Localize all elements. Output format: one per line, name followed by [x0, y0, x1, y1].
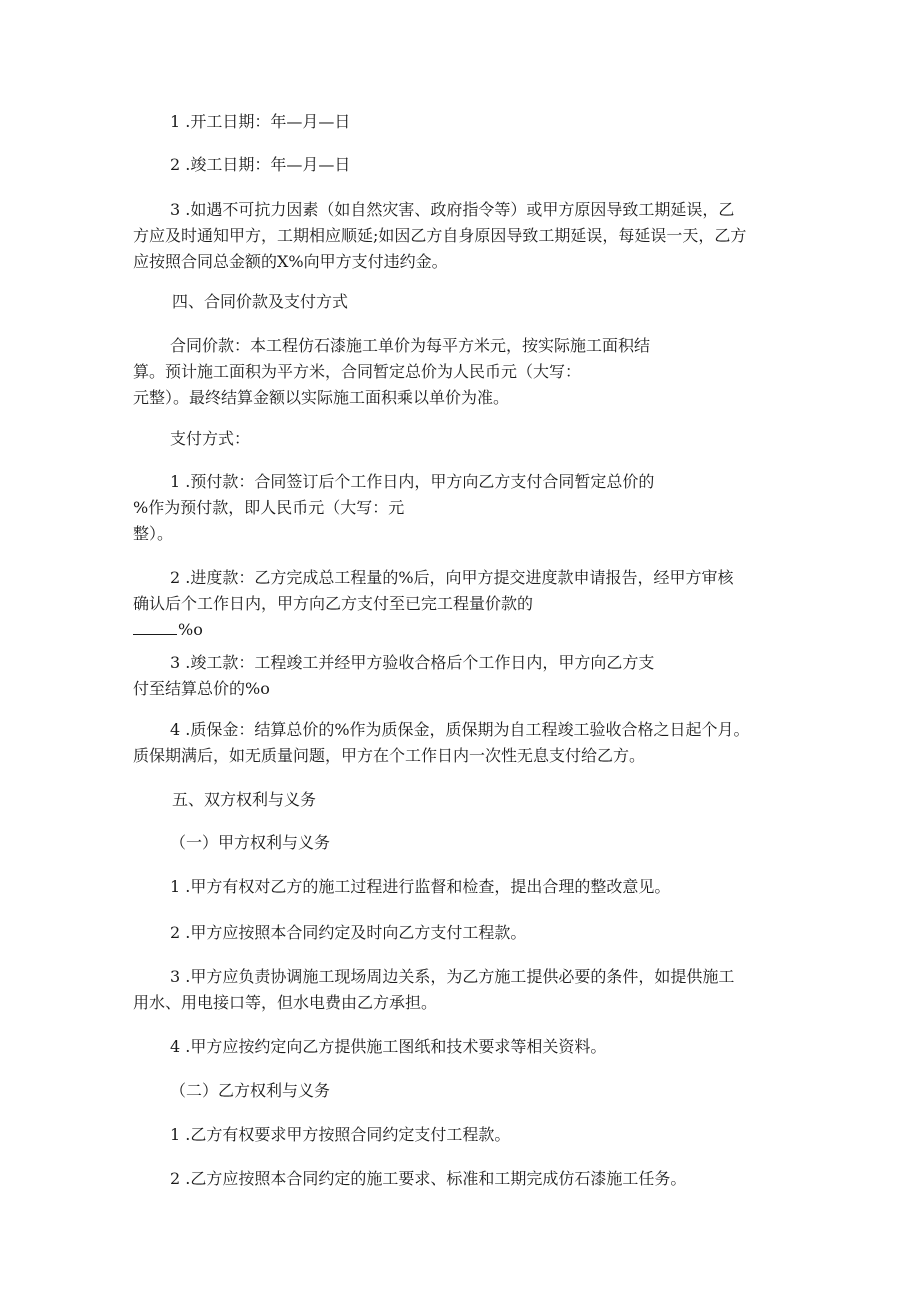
fill-in-blank [133, 620, 177, 635]
party-a-clause-4: 4 .甲方应按约定向乙方提供施工图纸和技术要求等相关资料。 [170, 1037, 607, 1056]
party-b-clause-2: 2 .乙方应按照本合同约定的施工要求、标准和工期完成仿石漆施工任务。 [170, 1169, 687, 1188]
retention-money-clause: 4 .质保金：结算总价的%作为质保金，质保期为自工程竣工验收合格之日起个月。 质保期满后，如无质量问题，甲方在个工作日内一次性无息支付给乙方。 [133, 720, 750, 765]
party-a-clause-3: 3 .甲方应负责协调施工现场周边关系，为乙方施工提供必要的条件，如提供施工 用水、用电接口等，但水电费由乙方承担。 [133, 967, 735, 1012]
party-a-clause-2: 2 .甲方应按照本合同约定及时向乙方支付工程款。 [170, 923, 527, 942]
progress-payment-last-line: %o [0, 617, 920, 643]
subsection-heading-party-a: （一）甲方权利与义务 [170, 833, 331, 852]
subsection-heading-party-b: （二）乙方权利与义务 [170, 1081, 331, 1100]
party-b-clause-1: 1 .乙方有权要求甲方按照合同约定支付工程款。 [170, 1125, 511, 1144]
completion-date-clause: 2 .竣工日期：年—月—日 [170, 155, 351, 174]
party-a-clause-1: 1 .甲方有权对乙方的施工过程进行监督和检查，提出合理的整改意见。 [170, 877, 671, 896]
advance-payment-clause: 1 .预付款：合同签订后个工作日内，甲方向乙方支付合同暂定总价的 %作为预付款，即人民币元（大写：元 整）。 [133, 472, 655, 543]
start-date-clause: 1 .开工日期：年—月—日 [170, 112, 351, 131]
section-heading-price: 四、合同价款及支付方式 [172, 292, 349, 311]
payment-method-label: 支付方式： [170, 429, 251, 448]
completion-payment-clause: 3 .竣工款：工程竣工并经甲方验收合格后个工作日内，甲方向乙方支 付至结算总价的%o [133, 653, 655, 698]
contract-price-paragraph: 合同价款：本工程仿石漆施工单价为每平方米元，按实际施工面积结 算。预计施工面积为平方米，合同暂定总价为人民币元（大写： 元整）。最终结算金额以实际施工面积乘以单价为准。 [133, 336, 651, 407]
progress-payment-clause: 2 .进度款：乙方完成总工程量的%后，向甲方提交进度款申请报告，经甲方审核 确认后个工作日内，甲方向乙方支付至已完工程量价款的 %o [0, 565, 920, 643]
section-heading-rights: 五、双方权利与义务 [172, 790, 317, 809]
delay-clause: 3 .如遇不可抗力因素（如自然灾害、政府指令等）或甲方原因导致工期延误，乙 方应及时通知甲方，工期相应顺延;如因乙方自身原因导致工期延误，每延误一天，乙方 应按照合同总金额的X%向甲方支付违约金。 [133, 200, 747, 271]
